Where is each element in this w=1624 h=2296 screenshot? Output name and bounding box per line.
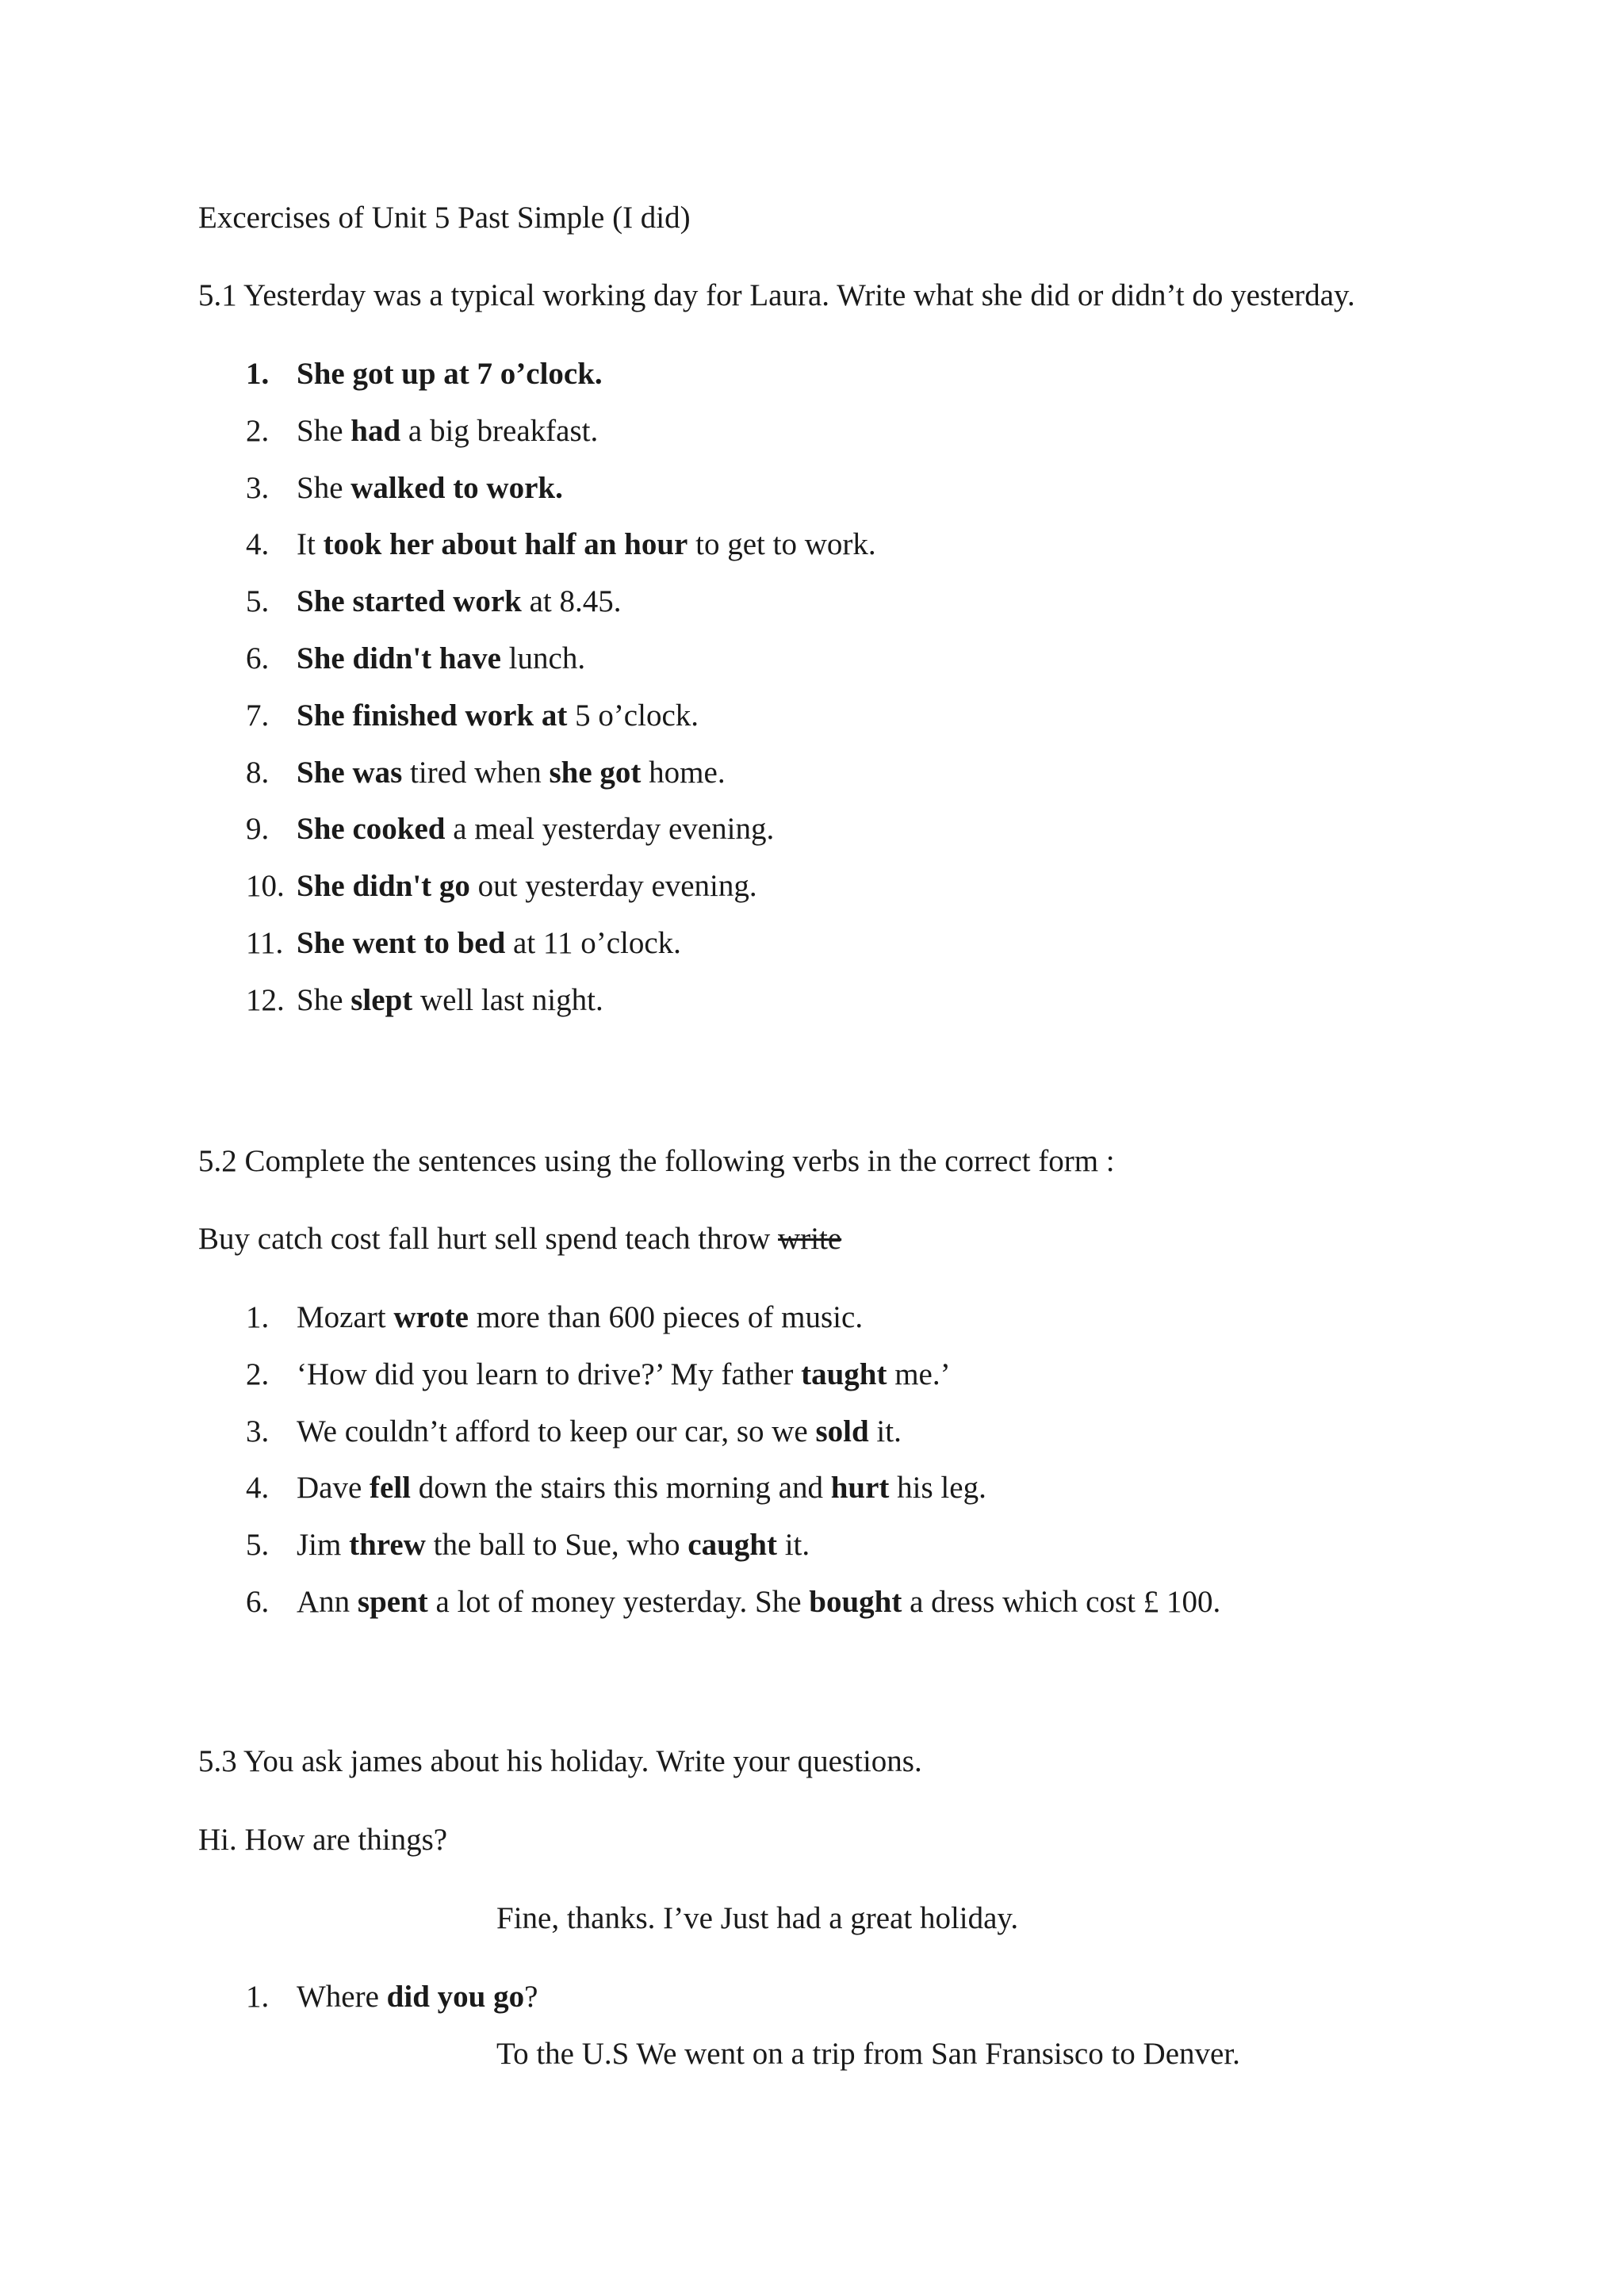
answer-text: She finished work at xyxy=(297,698,568,733)
sentence-text: down the stairs this morning and xyxy=(411,1471,831,1506)
answer-text: bought xyxy=(809,1585,902,1619)
exercise-5-1-instruction: 5.1 Yesterday was a typical working day for Laura. Write what she did or didn’t do yesterday. xyxy=(198,278,1355,312)
sentence-text: the ball to Sue, who xyxy=(425,1528,688,1563)
list-item xyxy=(297,1359,951,1390)
sentence-text: a meal yesterday evening. xyxy=(445,812,775,847)
answer-text: She didn't have xyxy=(297,641,501,675)
sentence-text: a lot of money yesterday. She xyxy=(427,1585,810,1619)
sentence-text: lunch. xyxy=(500,641,586,675)
list-item xyxy=(297,415,598,446)
list-item xyxy=(297,1586,1220,1617)
answer-text: She went to bed xyxy=(297,926,506,960)
greeting-line: Hi. How are things? xyxy=(198,1823,448,1857)
sentence-text: out yesterday evening. xyxy=(469,869,757,904)
list-item-number: 4. xyxy=(246,1471,270,1506)
answer-text: she got xyxy=(549,755,642,790)
list-item-number: 8. xyxy=(246,755,270,790)
answer-text: She cooked xyxy=(297,812,446,847)
answer-text: She didn't go xyxy=(297,869,470,904)
sentence-text: ‘How did you learn to drive?’ My father xyxy=(297,1357,802,1391)
list-item xyxy=(297,586,621,617)
answer-text: fell xyxy=(370,1471,412,1506)
list-item xyxy=(297,1416,902,1447)
sentence-text: We couldn’t afford to keep our car, so we xyxy=(297,1414,816,1448)
sentence-text: at 11 o’clock. xyxy=(505,926,681,960)
list-item xyxy=(297,1302,863,1333)
list-item-number: 3. xyxy=(246,1414,270,1448)
sentence-text: home. xyxy=(641,755,726,790)
sentence-text: it. xyxy=(868,1414,902,1448)
sentence-text: She xyxy=(297,413,351,448)
list-item-number: 5. xyxy=(246,1528,270,1563)
list-item xyxy=(297,928,681,959)
sentence-text: It xyxy=(297,527,324,562)
answer-text: wrote xyxy=(393,1300,469,1334)
list-item-number: 1. xyxy=(246,357,270,391)
answer-text: hurt xyxy=(830,1471,890,1506)
list-item xyxy=(297,869,757,904)
answer-text: sold xyxy=(815,1414,869,1448)
sentence-text: Dave xyxy=(297,1471,370,1506)
list-item-number: 9. xyxy=(246,812,270,847)
list-item xyxy=(297,982,603,1017)
sentence-text: well last night. xyxy=(412,982,603,1017)
list-item-number: 6. xyxy=(246,641,270,675)
answer-text: did you go xyxy=(386,1980,525,2014)
list-item xyxy=(297,470,563,505)
exercise-5-3-instruction: 5.3 You ask james about his holiday. Write your questions. xyxy=(198,1744,922,1778)
page-title: Excercises of Unit 5 Past Simple (I did) xyxy=(198,201,691,235)
list-item xyxy=(297,812,775,847)
verb-list-text: Buy catch cost fall hurt sell spend teach throw xyxy=(198,1222,779,1256)
list-item-number: 6. xyxy=(246,1585,270,1619)
list-item xyxy=(297,1981,538,2012)
list-item xyxy=(297,1528,810,1563)
answer-text: threw xyxy=(349,1528,426,1563)
reply-line: Fine, thanks. I’ve Just had a great holiday. xyxy=(496,1901,1019,1935)
sentence-text: more than 600 pieces of music. xyxy=(468,1300,864,1334)
sentence-text: She xyxy=(297,982,351,1017)
list-item-number: 4. xyxy=(246,527,270,562)
list-item-number: 11. xyxy=(246,926,284,960)
sentence-text: to get to work. xyxy=(688,527,876,562)
sentence-text: his leg. xyxy=(889,1471,986,1506)
sentence-text: a dress which cost £ 100. xyxy=(902,1585,1221,1619)
answer-text: She got up at 7 o’clock. xyxy=(297,357,603,391)
answer-text: She was xyxy=(297,755,403,790)
answer-text: She started work xyxy=(297,584,522,619)
list-item xyxy=(297,1471,986,1506)
answer-line: To the U.S We went on a trip from San Fransisco to Denver. xyxy=(496,2037,1240,2071)
answer-text: caught xyxy=(688,1528,777,1563)
answer-text: taught xyxy=(801,1357,887,1391)
verb-list-struck: write xyxy=(778,1222,842,1256)
list-item-number: 2. xyxy=(246,413,270,448)
answer-text: took her about half an hour xyxy=(323,527,688,562)
sentence-text: She xyxy=(297,470,351,505)
list-item-number: 12. xyxy=(246,982,285,1017)
sentence-text: Where xyxy=(297,1980,387,2014)
list-item-number: 7. xyxy=(246,698,270,733)
list-item xyxy=(297,757,726,788)
answer-text: had xyxy=(350,413,401,448)
sentence-text: Ann xyxy=(297,1585,358,1619)
sentence-text: a big breakfast. xyxy=(400,413,599,448)
sentence-text: it. xyxy=(776,1528,810,1563)
list-item-number: 5. xyxy=(246,584,270,619)
list-item xyxy=(297,529,876,560)
list-item-number: 3. xyxy=(246,470,270,505)
list-item-number: 1. xyxy=(246,1300,270,1334)
sentence-text: me.’ xyxy=(887,1357,951,1391)
list-item xyxy=(297,700,699,731)
answer-text: walked to work. xyxy=(350,470,563,505)
list-item xyxy=(297,643,585,674)
list-item-number: 1. xyxy=(246,1980,270,2014)
list-item xyxy=(297,358,603,389)
sentence-text: 5 o’clock. xyxy=(567,698,699,733)
answer-text: spent xyxy=(357,1585,428,1619)
sentence-text: at 8.45. xyxy=(521,584,622,619)
sentence-text: ? xyxy=(524,1980,538,2014)
exercise-5-2-instruction: 5.2 Complete the sentences using the following verbs in the correct form : xyxy=(198,1144,1115,1178)
list-item-number: 10. xyxy=(246,869,285,904)
list-item-number: 2. xyxy=(246,1357,270,1391)
sentence-text: Mozart xyxy=(297,1300,394,1334)
answer-text: slept xyxy=(350,982,413,1017)
sentence-text: tired when xyxy=(402,755,550,790)
verb-list xyxy=(198,1223,841,1254)
sentence-text: Jim xyxy=(297,1528,350,1563)
